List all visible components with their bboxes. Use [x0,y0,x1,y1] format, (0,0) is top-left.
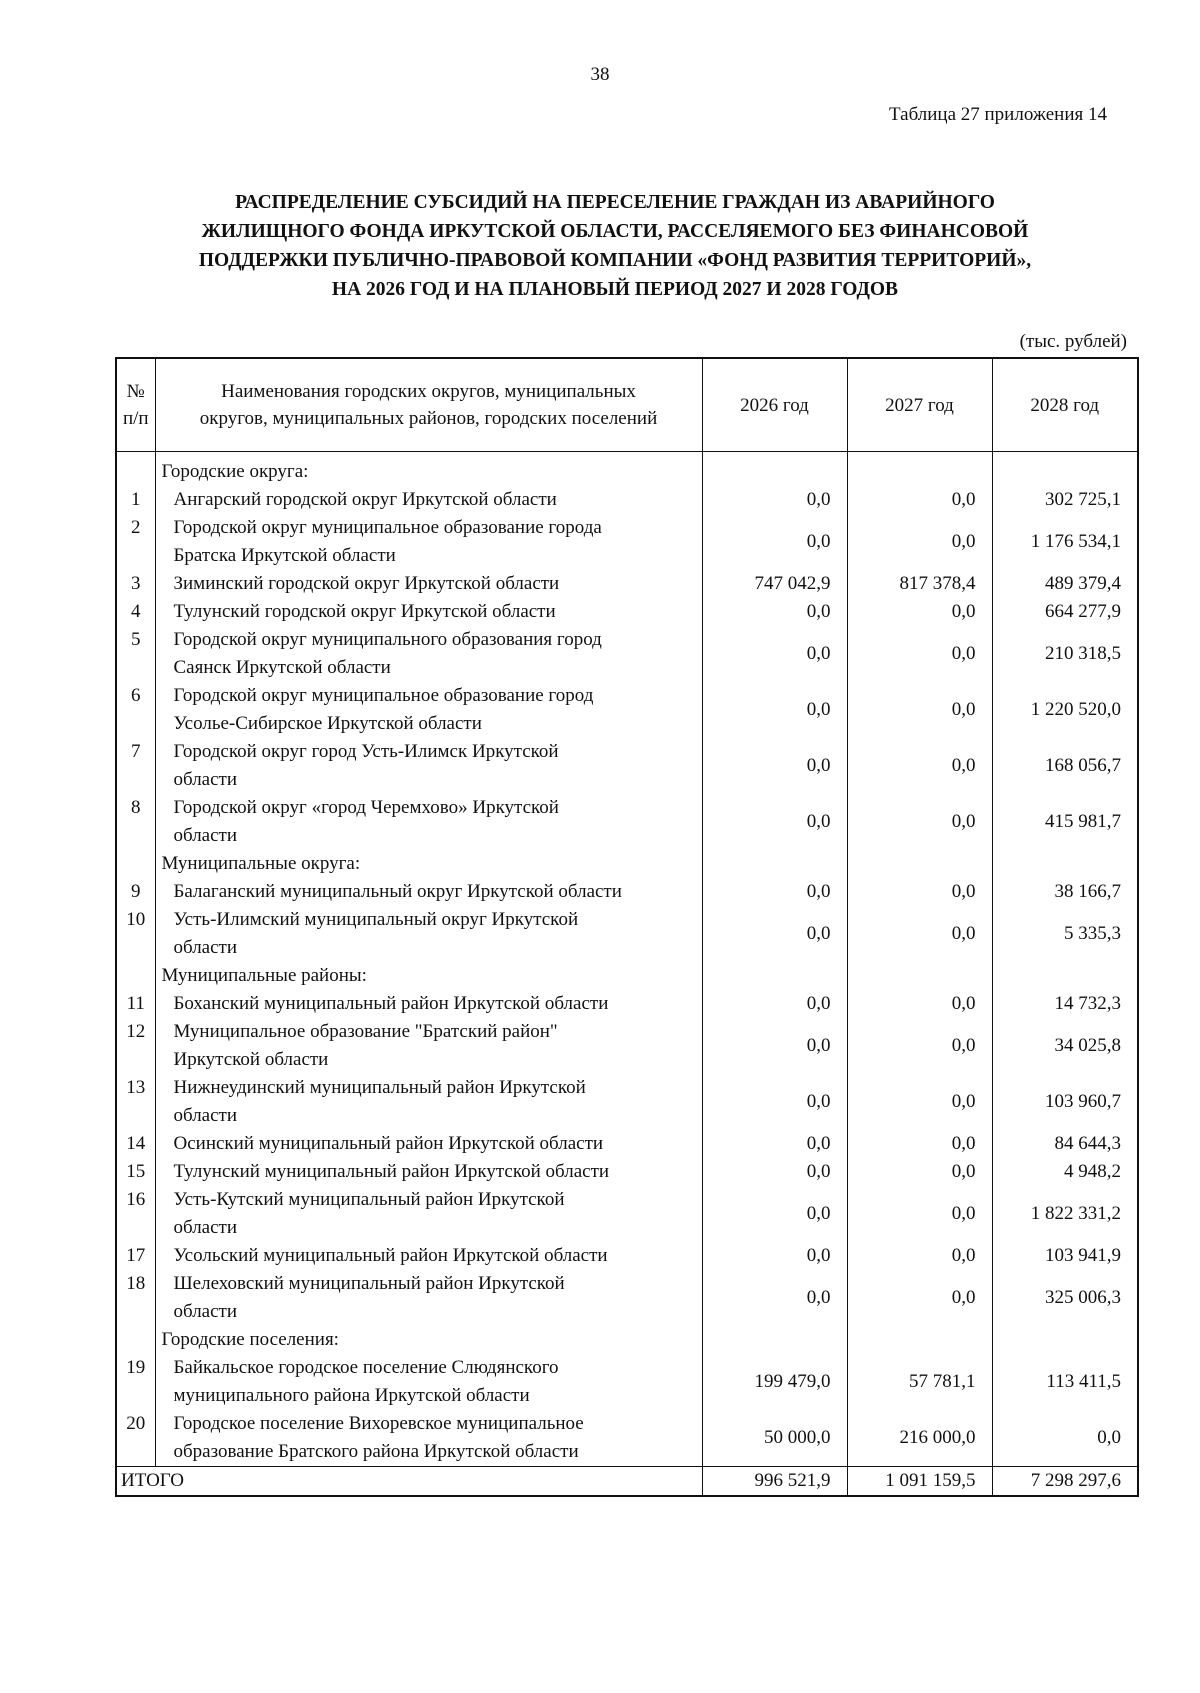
value-2026: 0,0 [702,1186,847,1242]
value-2027: 817 378,4 [847,570,992,598]
value-2027: 57 781,1 [847,1354,992,1410]
value-2028: 210 318,5 [992,626,1138,682]
row-number [116,850,155,878]
row-name-line: области [173,825,238,846]
subsidy-distribution-table [115,357,1139,1497]
row-name-line: Балаганский муниципальный округ Иркутской области [173,881,622,902]
row-name-line: Шелеховский муниципальный район Иркутской [173,1273,565,1294]
title-line: ПОДДЕРЖКИ ПУБЛИЧНО-ПРАВОВОЙ КОМПАНИИ «ФОНД РАЗВИТИЯ ТЕРРИТОРИЙ», [198,250,1032,271]
row-name-line: Нижнеудинский муниципальный район Иркутской [173,1077,586,1098]
value-2027: 0,0 [847,626,992,682]
row-name-line: Городской округ муниципальное образование город [173,685,594,706]
row-number: 19 [116,1354,155,1410]
value-2026: 0,0 [702,990,847,1018]
row-name-line: Тулунский муниципальный район Иркутской области [173,1161,610,1182]
table-row [116,626,1138,682]
page-number: 38 [590,64,610,85]
row-number: 3 [116,570,155,598]
row-name [155,626,702,682]
value-2026: 747 042,9 [702,570,847,598]
value-2027: 0,0 [847,486,992,514]
table-row [116,878,1138,906]
value-2026: 0,0 [702,682,847,738]
row-name-line: области [173,937,238,958]
row-name-line: Боханский муниципальный район Иркутской области [173,993,609,1014]
value-2027: 0,0 [847,1158,992,1186]
value-2027: 0,0 [847,1270,992,1326]
row-name [155,1354,702,1410]
row-name [155,1018,702,1074]
row-name-line: области [173,769,238,790]
row-name [155,794,702,850]
value-2027: 0,0 [847,598,992,626]
row-name [155,1242,702,1270]
value-2026: 199 479,0 [702,1354,847,1410]
row-name [155,1410,702,1467]
group-label: Муниципальные районы: [155,962,702,990]
value-2028: 113 411,5 [992,1354,1138,1410]
row-name [155,990,702,1018]
total-2026: 996 521,9 [702,1467,847,1497]
row-number: 5 [116,626,155,682]
header-2027: 2027 год [847,358,992,452]
value-2028: 415 981,7 [992,794,1138,850]
value-2027: 0,0 [847,682,992,738]
total-label: ИТОГО [116,1467,702,1497]
table-row [116,738,1138,794]
value-2028: 1 822 331,2 [992,1186,1138,1242]
row-number [116,962,155,990]
row-number: 2 [116,514,155,570]
value-2028: 34 025,8 [992,1018,1138,1074]
header-2026: 2026 год [702,358,847,452]
row-name-line: Саянск Иркутской области [173,657,391,678]
value-2027: 0,0 [847,878,992,906]
row-number: 18 [116,1270,155,1326]
row-number [116,1326,155,1354]
value-2028: 84 644,3 [992,1130,1138,1158]
row-number: 4 [116,598,155,626]
table-row [116,1410,1138,1467]
table-row [116,906,1138,962]
row-name [155,878,702,906]
value-2026: 0,0 [702,1018,847,1074]
table-row [116,486,1138,514]
row-name [155,906,702,962]
row-number: 8 [116,794,155,850]
row-name [155,1158,702,1186]
value-2026: 0,0 [702,626,847,682]
header-number: № п/п [116,358,155,452]
total-2027: 1 091 159,5 [847,1467,992,1497]
group-header-row [116,850,1138,878]
table-row [116,598,1138,626]
row-name [155,598,702,626]
table-row [116,570,1138,598]
value-2028: 38 166,7 [992,878,1138,906]
table-row [116,1074,1138,1130]
row-number: 10 [116,906,155,962]
value-2026: 0,0 [702,906,847,962]
row-name-line: муниципального района Иркутской области [173,1385,530,1406]
value-2028: 302 725,1 [992,486,1138,514]
title-line: ЖИЛИЩНОГО ФОНДА ИРКУТСКОЙ ОБЛАСТИ, РАССЕЛЯЕМОГО БЕЗ ФИНАНСОВОЙ [201,221,1029,242]
title-line: НА 2026 ГОД И НА ПЛАНОВЫЙ ПЕРИОД 2027 И 2028 ГОДОВ [331,279,899,300]
group-header-row [116,1326,1138,1354]
value-2027: 0,0 [847,1130,992,1158]
value-2026: 0,0 [702,1270,847,1326]
row-name-line: Иркутской области [173,1049,329,1070]
row-number: 9 [116,878,155,906]
value-2028: 489 379,4 [992,570,1138,598]
row-name-line: образование Братского района Иркутской области [173,1441,579,1462]
value-2027: 0,0 [847,794,992,850]
document-title [110,188,1120,304]
row-name [155,1186,702,1242]
row-name [155,514,702,570]
row-name-line: Городской округ муниципальное образование города [173,517,602,538]
units-label: (тыс. рублей) [1019,331,1127,352]
value-2028: 325 006,3 [992,1270,1138,1326]
value-2027: 0,0 [847,1186,992,1242]
header-2028: 2028 год [992,358,1138,452]
value-2028: 664 277,9 [992,598,1138,626]
table-row [116,1354,1138,1410]
value-2027: 0,0 [847,1018,992,1074]
row-number [116,452,155,487]
table-row [116,794,1138,850]
table-row [116,1130,1138,1158]
row-name [155,738,702,794]
value-2027: 0,0 [847,738,992,794]
value-2028: 4 948,2 [992,1158,1138,1186]
row-number: 16 [116,1186,155,1242]
row-name [155,682,702,738]
total-2028: 7 298 297,6 [992,1467,1138,1497]
appendix-reference: Таблица 27 приложения 14 [889,104,1107,125]
value-2028: 14 732,3 [992,990,1138,1018]
value-2026: 0,0 [702,486,847,514]
table-row [116,1242,1138,1270]
table-row [116,1018,1138,1074]
table-row [116,1186,1138,1242]
row-name-line: области [173,1105,238,1126]
row-number: 14 [116,1130,155,1158]
table-row [116,1158,1138,1186]
value-2026: 0,0 [702,1130,847,1158]
value-2026: 0,0 [702,514,847,570]
row-name-line: области [173,1217,238,1238]
value-2028: 5 335,3 [992,906,1138,962]
row-name [155,1130,702,1158]
row-name-line: Усть-Илимский муниципальный округ Иркутской [173,909,579,930]
row-name-line: Ангарский городской округ Иркутской области [173,489,557,510]
value-2026: 0,0 [702,794,847,850]
value-2028: 103 960,7 [992,1074,1138,1130]
row-name-line: Зиминский городской округ Иркутской области [173,573,560,594]
row-number: 1 [116,486,155,514]
row-name-line: области [173,1301,238,1322]
table-body [116,452,1138,1467]
value-2027: 0,0 [847,514,992,570]
table-row [116,514,1138,570]
row-number: 13 [116,1074,155,1130]
row-name [155,570,702,598]
value-2028: 103 941,9 [992,1242,1138,1270]
value-2028: 0,0 [992,1410,1138,1467]
value-2026: 0,0 [702,1074,847,1130]
row-number: 17 [116,1242,155,1270]
row-name-line: Братска Иркутской области [173,545,396,566]
row-number: 15 [116,1158,155,1186]
value-2027: 0,0 [847,1074,992,1130]
row-name-line: Усольский муниципальный район Иркутской области [173,1245,608,1266]
value-2028: 1 176 534,1 [992,514,1138,570]
value-2026: 0,0 [702,738,847,794]
row-number: 6 [116,682,155,738]
row-name [155,486,702,514]
row-name-line: Городской округ город Усть-Илимск Иркутской [173,741,559,762]
value-2027: 0,0 [847,1242,992,1270]
value-2028: 1 220 520,0 [992,682,1138,738]
header-name: Наименования городских округов, муниципальных округов, муниципальных районов, городских поселений [155,358,702,452]
table-row [116,1270,1138,1326]
row-number: 12 [116,1018,155,1074]
group-label: Городские поселения: [155,1326,702,1354]
value-2027: 0,0 [847,990,992,1018]
total-row [116,1467,1138,1497]
row-name-line: Усть-Кутский муниципальный район Иркутской [173,1189,565,1210]
value-2026: 0,0 [702,1158,847,1186]
row-name-line: Городской округ «город Черемхово» Иркутской [173,797,559,818]
row-name-line: Осинский муниципальный район Иркутской области [173,1133,604,1154]
title-line: РАСПРЕДЕЛЕНИЕ СУБСИДИЙ НА ПЕРЕСЕЛЕНИЕ ГРАЖДАН ИЗ АВАРИЙНОГО [235,192,995,213]
value-2026: 50 000,0 [702,1410,847,1467]
row-number: 11 [116,990,155,1018]
row-name [155,1074,702,1130]
row-number: 20 [116,1410,155,1467]
value-2026: 0,0 [702,598,847,626]
row-name-line: Усолье-Сибирское Иркутской области [173,713,482,734]
value-2026: 0,0 [702,1242,847,1270]
table-row [116,682,1138,738]
row-name-line: Муниципальное образование "Братский район" [173,1021,558,1042]
row-name-line: Городское поселение Вихоревское муниципальное [173,1413,584,1434]
row-name-line: Тулунский городской округ Иркутской области [173,601,556,622]
row-name-line: Байкальское городское поселение Слюдянского [173,1357,559,1378]
group-header-row [116,962,1138,990]
row-number: 7 [116,738,155,794]
value-2027: 0,0 [847,906,992,962]
row-name [155,1270,702,1326]
group-header-row [116,452,1138,487]
row-name-line: Городской округ муниципального образования город [173,629,602,650]
table-header-row [116,358,1138,452]
group-label: Городские округа: [155,452,702,487]
group-label: Муниципальные округа: [155,850,702,878]
table-row [116,990,1138,1018]
value-2026: 0,0 [702,878,847,906]
value-2028: 168 056,7 [992,738,1138,794]
value-2027: 216 000,0 [847,1410,992,1467]
